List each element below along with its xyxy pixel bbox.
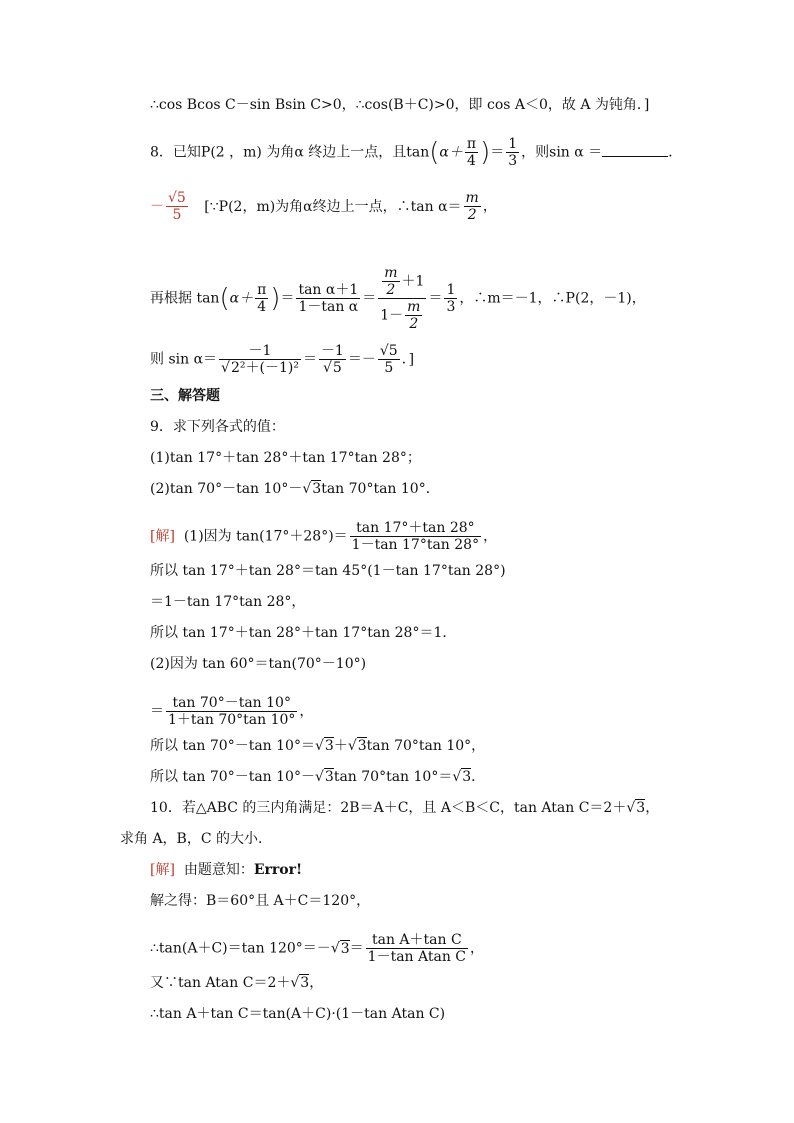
s7-text: 所以 tan 70°－tan 10°＝ xyxy=(150,738,315,754)
frac-m-2 xyxy=(464,190,481,223)
radicand: 3 xyxy=(300,975,310,991)
question-9-1: (1)tan 17°＋tan 28°＋tan 17°tan 28°； xyxy=(150,450,421,466)
t4-text: 又∵tan Atan C＝2＋ xyxy=(150,975,291,991)
num: tan 70°－tan 10° xyxy=(166,695,297,712)
den: 2 xyxy=(467,207,477,223)
comma: ， xyxy=(483,528,498,545)
radicand: 3 xyxy=(357,738,367,754)
r2-text: 则 sin α＝ xyxy=(150,351,218,368)
den: √2²＋(－1)² xyxy=(221,360,299,376)
ans-frac xyxy=(166,190,188,223)
frac-pi-4 xyxy=(255,282,268,315)
solution-line-8: 所以 tan 70°－tan 10°－√3tan 70°tan 10°＝√3． xyxy=(150,769,486,785)
p8-alpha: α＋ xyxy=(439,144,463,161)
r1-text: 再根据 tan xyxy=(150,290,220,307)
r2-tail: ．] xyxy=(401,351,415,368)
q10-text: 10．若△ABC 的三内角满足：2B＝A＋C，且 A＜B＜C，tan Atan C＝2＋ xyxy=(150,800,627,816)
solution-10-2: 解之得：B＝60°且 A＋C＝120°， xyxy=(150,893,371,909)
num: tan α＋1 xyxy=(298,282,359,298)
solution-line-6 xyxy=(150,695,313,728)
frac-2 xyxy=(319,343,346,376)
line-1: ∴cos Bcos C－sin Bsin C>0，∴cos(B＋C)>0，即 cos A＜0，故 A 为钝角．] xyxy=(150,97,650,113)
comma: ， xyxy=(299,703,314,720)
num: 1 xyxy=(446,282,456,298)
t3-text: ∴tan(A＋C)＝tan 120°＝－ xyxy=(150,940,331,957)
radicand: 2²＋(－1)² xyxy=(230,360,299,376)
num: m xyxy=(407,299,421,315)
num: m xyxy=(465,190,479,206)
eq: ＝－ xyxy=(347,351,376,368)
p8-sin: ，则sin α ＝ xyxy=(521,144,603,161)
solution-line-7: 所以 tan 70°－tan 10°＝√3＋√3tan 70°tan 10°， xyxy=(150,738,486,754)
radicand: 3 xyxy=(636,800,646,816)
period: ． xyxy=(668,144,683,161)
ans8-text: [∵P(2，m)为角α终边上一点，∴tan α＝ xyxy=(204,198,462,215)
eq: ＝ xyxy=(490,144,505,161)
s7-tail: tan 70°tan 10°， xyxy=(366,738,486,754)
num xyxy=(378,265,426,299)
solution-10-1 xyxy=(150,860,302,880)
paren-left: ( xyxy=(219,283,230,314)
frac-3 xyxy=(378,343,400,376)
solution-10-3: ∴tan(A＋C)＝tan 120°＝－√3＝ $\frac{\text{tan A＋tan C}}{\text{1－tan Atan C}}$ ， xyxy=(150,932,485,965)
frac xyxy=(166,695,297,728)
question-9: 9．求下列各式的值： xyxy=(150,419,285,435)
radicand: 3 xyxy=(312,481,322,497)
frac xyxy=(366,932,468,965)
radicand: 5 xyxy=(332,360,342,376)
answer-blank xyxy=(602,142,668,157)
answer-8 xyxy=(150,190,497,223)
line-r2 xyxy=(150,343,414,376)
frac-tan xyxy=(296,282,360,315)
den: 2 xyxy=(386,282,396,298)
question-10: 10．若△ABC 的三内角满足：2B＝A＋C，且 A＜B＜C，tan Atan C＝2＋√3， xyxy=(150,800,660,816)
solution-tag: [解] xyxy=(150,862,175,878)
den: 5 xyxy=(384,360,394,376)
den: 1－tan Atan C xyxy=(367,949,467,965)
den: 4 xyxy=(257,299,267,315)
comma: ， xyxy=(482,198,497,215)
t1-text: 由题意知： xyxy=(183,862,254,878)
p8-text: 8．已知P(2 ，m) 为角α 终边上一点，且tan xyxy=(150,144,430,161)
section-heading: 三、解答题 xyxy=(150,388,220,404)
frac-complex xyxy=(378,265,426,332)
frac-1 xyxy=(219,343,301,376)
r1-tail: ，∴m＝－1，∴P(2，－1)， xyxy=(459,290,646,307)
den: √5 xyxy=(322,360,342,376)
radicand: 3 xyxy=(462,769,472,785)
den: 5 xyxy=(172,207,182,223)
comma: ， xyxy=(309,975,324,991)
den: 4 xyxy=(467,153,476,169)
num: √5 xyxy=(168,190,186,206)
frac-1-3 xyxy=(506,136,519,169)
frac-m-2 xyxy=(405,299,422,332)
num: tan 17°＋tan 28° xyxy=(350,520,481,537)
den: 1－tan 17°tan 28° xyxy=(351,537,480,553)
solution-line-4: 所以 tan 17°＋tan 28°＋tan 17°tan 28°＝1． xyxy=(150,625,457,641)
radicand: 3 xyxy=(324,738,334,754)
num: －1 xyxy=(219,343,301,360)
solution-10-5: ∴tan A＋tan C＝tan(A＋C)·(1－tan Atan C) xyxy=(150,1006,446,1022)
eq: ＝ xyxy=(150,703,164,720)
num: √5 xyxy=(379,343,398,359)
alpha: α＋ xyxy=(229,290,254,307)
frac-pi-4 xyxy=(465,136,478,169)
q9b-text: (2)tan 70°－tan 10°－ xyxy=(150,481,303,497)
den: 1－tan α xyxy=(298,299,359,315)
solution-tag: [解] xyxy=(150,528,175,545)
error-text: Error! xyxy=(253,862,303,878)
den xyxy=(378,299,426,332)
den: 3 xyxy=(446,299,456,315)
radicand: 3 xyxy=(324,769,334,785)
solution-line-3: ＝1－tan 17°tan 28°， xyxy=(150,594,306,610)
eq: ＝ xyxy=(302,351,317,368)
s8-mid: tan 70°tan 10°＝ xyxy=(333,769,453,785)
den: 1＋tan 70°tan 10° xyxy=(168,712,296,728)
eq: ＝ xyxy=(428,290,443,307)
paren-right: ) xyxy=(270,283,281,314)
one-minus: 1－ xyxy=(380,307,404,324)
q9b-tail: tan 70°tan 10°． xyxy=(321,481,440,497)
num: 1 xyxy=(508,136,518,152)
eq: ＝ xyxy=(280,290,295,307)
period: ． xyxy=(471,769,486,785)
minus-sign: － xyxy=(150,198,164,215)
paren-left: ( xyxy=(429,137,440,168)
num: m xyxy=(384,265,398,281)
num: －1 xyxy=(320,343,344,359)
problem-8 xyxy=(150,136,682,169)
line-r1 xyxy=(150,265,646,332)
frac-m-2 xyxy=(382,265,399,298)
solution-10-4: 又∵tan Atan C＝2＋√3， xyxy=(150,975,324,991)
num: π xyxy=(466,136,477,152)
num: π xyxy=(257,282,267,298)
s8-text: 所以 tan 70°－tan 10°－ xyxy=(150,769,315,785)
comma: ， xyxy=(470,940,485,957)
question-10-b: 求角 A，B，C 的大小． xyxy=(120,831,273,847)
paren-right: ) xyxy=(480,137,491,168)
radicand: 3 xyxy=(340,940,350,957)
frac-1-3 xyxy=(444,282,457,315)
plus: ＋ xyxy=(333,738,348,754)
eq: ＝ xyxy=(349,940,364,957)
comma: ， xyxy=(645,800,660,816)
s1-text: (1)因为 tan(17°＋28°)＝ xyxy=(183,528,348,545)
frac xyxy=(350,520,481,553)
den: 2 xyxy=(409,316,419,332)
eq: ＝ xyxy=(362,290,377,307)
solution-line-5: (2)因为 tan 60°＝tan(70°－10°) xyxy=(150,656,367,672)
den: 3 xyxy=(508,153,518,169)
solution-line-2: 所以 tan 17°＋tan 28°＝tan 45°(1－tan 17°tan 28°) xyxy=(150,563,506,579)
question-9-2: (2)tan 70°－tan 10°－√3tan 70°tan 10°． xyxy=(150,481,440,497)
num: tan A＋tan C xyxy=(366,932,468,949)
solution-9-1 xyxy=(150,520,497,553)
plus-one: ＋1 xyxy=(401,273,425,290)
